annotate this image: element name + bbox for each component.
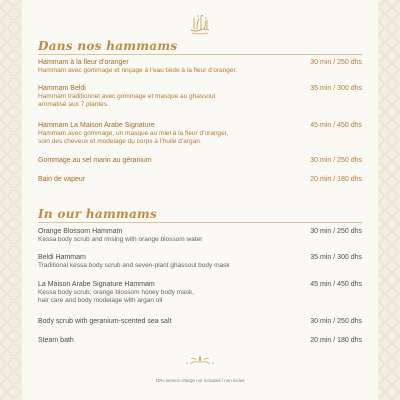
item-description: Hammam traditionnel avec gommage et masque au ghassoul aromatisé aux 7 plantes.	[38, 93, 216, 108]
item-name: Bain de vapeur	[38, 176, 86, 183]
item-description: Traditional kessa body scrub and seven-plant ghassoul body mask	[38, 262, 230, 269]
menu-item	[38, 336, 362, 345]
item-name: Hammam Beldi	[38, 85, 86, 92]
item-description: Kessa body scrub and rinsing with orange blossom water	[38, 236, 203, 243]
menu-item	[38, 317, 362, 326]
menu-item	[38, 227, 362, 244]
item-name: Hammam La Maison Arabe Signature	[38, 122, 155, 129]
item-price: 30 min / 250 dhs	[310, 157, 362, 164]
item-name: Body scrub with geranium-scented sea salt	[38, 318, 172, 325]
menu-item	[38, 156, 362, 165]
menu-item	[38, 58, 362, 75]
menu-item	[38, 175, 362, 184]
item-price: 20 min / 180 dhs	[310, 337, 362, 344]
service-charge-note: 10% service charge not included / non inclus	[155, 378, 245, 383]
menu-item	[38, 280, 362, 305]
item-price: 35 min / 300 dhs	[310, 85, 362, 92]
section-divider	[38, 222, 362, 223]
item-name: Gommage au sel marin au géranium	[38, 157, 152, 164]
menu-item	[38, 121, 362, 146]
item-price: 30 min / 250 dhs	[310, 59, 362, 66]
item-price: 20 min / 180 dhs	[310, 176, 362, 183]
item-price: 45 min / 450 dhs	[310, 122, 362, 129]
item-price: 30 min / 250 dhs	[310, 228, 362, 235]
item-name: Beldi Hammam	[38, 254, 86, 261]
item-name: Orange Blossom Hammam	[38, 228, 123, 235]
floral-ornament-icon	[183, 353, 217, 365]
section-title-fr: Dans nos hammams	[38, 39, 178, 53]
item-price: 30 min / 250 dhs	[310, 318, 362, 325]
item-price: 45 min / 450 dhs	[310, 281, 362, 288]
item-name: La Maison Arabe Signature Hammam	[38, 281, 155, 288]
section-divider	[38, 54, 362, 55]
arabic-calligraphy-logo-icon	[187, 10, 213, 36]
item-description: Hammam avec gommage et rinçage à l’eau tiède à la fleur d’oranger.	[38, 67, 238, 74]
item-price: 35 min / 300 dhs	[310, 254, 362, 261]
item-name: Hammam à la fleur d’oranger	[38, 59, 129, 66]
item-name: Steam bath	[38, 337, 74, 344]
menu-item	[38, 84, 362, 109]
item-description: Kessa body scrub, orange blossom honey body mask, hair care and body modelage with argan oil	[38, 289, 195, 304]
menu-item	[38, 253, 362, 270]
item-description: Hammam avec gommage, un masque au miel à la fleur d’oranger, soin des cheveux et modelage du corps à l’huile d’argan.	[38, 130, 229, 145]
section-title-en: In our hammams	[38, 207, 158, 221]
